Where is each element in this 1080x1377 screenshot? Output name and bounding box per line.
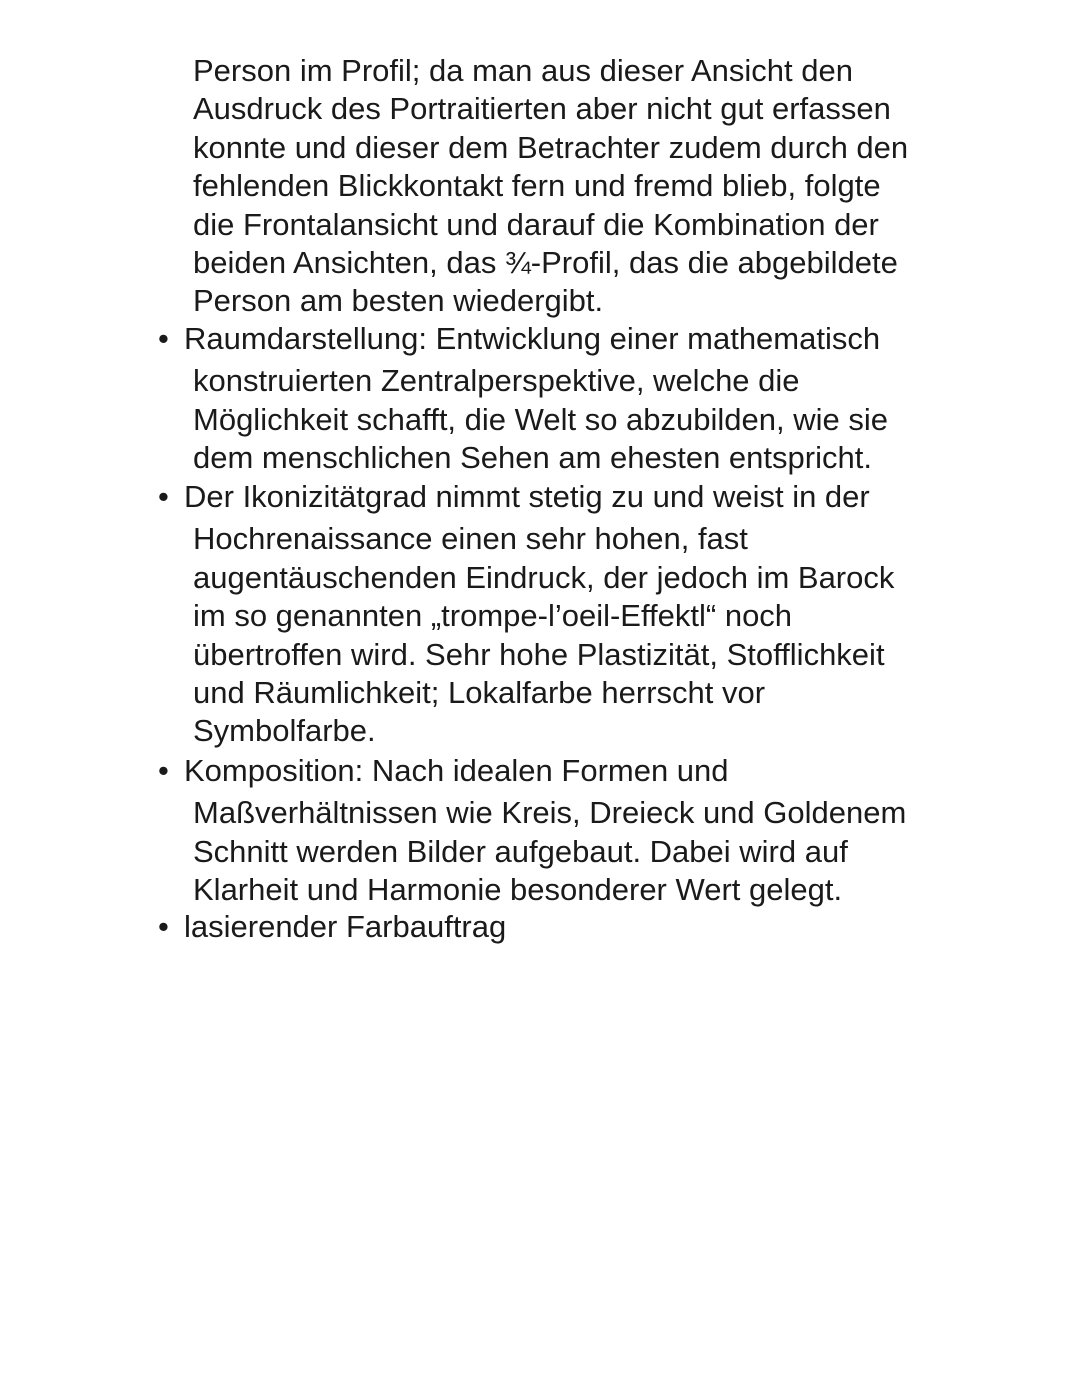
bullet-item-raumdarstellung	[158, 320, 1018, 478]
bullet-item-komposition	[158, 752, 1018, 910]
bullet-line: Maßverhältnissen wie Kreis, Dreieck und Goldenem	[193, 795, 907, 831]
paragraph-line: konnte und dieser dem Betrachter zudem durch den	[193, 129, 909, 165]
bullet-marker: •	[158, 909, 169, 944]
paragraph-line: die Frontalansicht und darauf die Kombination der	[193, 206, 879, 242]
bullet-line: konstruierten Zentralperspektive, welche die	[193, 363, 800, 399]
bullet-line: übertroffen wird. Sehr hohe Plastizität, Stofflichkeit	[193, 636, 885, 672]
bullet-marker: •	[158, 479, 169, 514]
bullet-item-ikonizitaet	[158, 478, 1018, 751]
paragraph-line: Person im Profil; da man aus dieser Ansicht den	[193, 53, 853, 88]
bullet-line: Schnitt werden Bilder aufgebaut. Dabei wird auf	[193, 833, 848, 869]
continuation-paragraph	[193, 52, 993, 321]
bullet-first-line: Komposition: Nach idealen Formen und	[184, 753, 729, 788]
bullet-first-line: lasierender Farbauftrag	[184, 909, 507, 944]
bullet-continuation	[158, 520, 1018, 750]
bullet-line: Möglichkeit schafft, die Welt so abzubilden, wie sie	[193, 401, 888, 437]
bullet-first-line: Der Ikonizitätgrad nimmt stetig zu und weist in der	[184, 479, 870, 514]
bullet-continuation	[158, 794, 1018, 909]
bullet-line: Klarheit und Harmonie besonderer Wert gelegt.	[193, 872, 843, 908]
bullet-line: Hochrenaissance einen sehr hohen, fast	[193, 521, 748, 557]
bullet-line: augentäuschenden Eindruck, der jedoch im Barock	[193, 559, 895, 595]
paragraph-line: beiden Ansichten, das ¾-Profil, das die abgebildete	[193, 245, 898, 281]
bullet-item-farbauftrag	[158, 908, 1018, 946]
paragraph-line: Ausdruck des Portraitierten aber nicht gut erfassen	[193, 91, 891, 127]
bullet-continuation	[158, 362, 1018, 477]
bullet-line: und Räumlichkeit; Lokalfarbe herrscht vor	[193, 675, 766, 711]
bullet-line: Symbolfarbe.	[193, 713, 376, 749]
paragraph-line: fehlenden Blickkontakt fern und fremd blieb, folgte	[193, 168, 881, 204]
bullet-first-line: Raumdarstellung: Entwicklung einer mathematisch	[184, 321, 881, 356]
bullet-line: dem menschlichen Sehen am ehesten entspricht.	[193, 440, 872, 476]
bullet-line: im so genannten „trompe-l’oeil-Effektl“ noch	[193, 598, 793, 634]
bullet-marker: •	[158, 753, 169, 788]
bullet-marker: •	[158, 321, 169, 356]
paragraph-line: Person am besten wiedergibt.	[193, 283, 604, 319]
